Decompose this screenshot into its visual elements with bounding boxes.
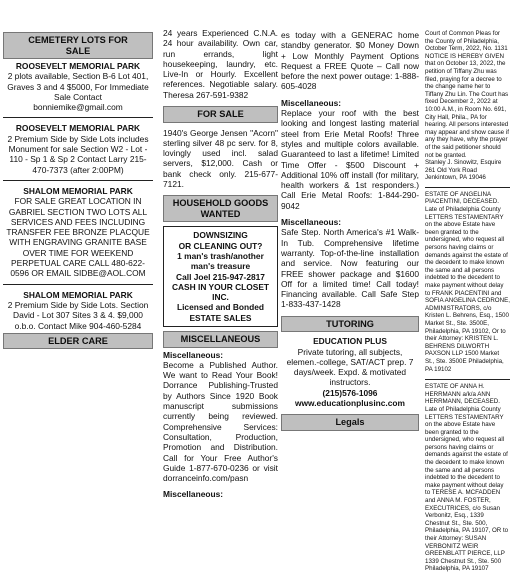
attorney-signature <box>425 159 510 182</box>
ad-title: EDUCATION PLUS <box>313 336 387 347</box>
classified-ad <box>3 290 153 331</box>
for-sale-ad: 1940's George Jensen "Acorn" sterling silver 48 pc serv. for 8, lovingly used incl. salad servers, $12,000. Cash or bank check only. 215-677-7121. <box>163 127 278 190</box>
box-line: Licensed and Bonded ESTATE SALES <box>176 302 265 323</box>
ad-email: bonniemike@gmail.com <box>33 102 123 113</box>
ad-title: ROOSEVELT MEMORIAL PARK <box>15 61 141 71</box>
ad-body: 2 Premium Side by Side Lots. Section David - Lot 307 Sites 3 & 4. $9,000 o.b.o. Contact Mike 904-460-5284 <box>7 299 149 331</box>
section-header-cemetery-lots <box>3 32 153 59</box>
ad-title: ROOSEVELT MEMORIAL PARK <box>15 123 141 134</box>
divider <box>3 180 153 181</box>
section-header-line: WANTED <box>200 208 241 219</box>
ad-body: Private tutoring, all subjects, elemen.-college, SAT/ACT prep. 7 days/week. Expd. & motivated instructors. <box>286 346 414 388</box>
ad-title: SHALOM MEMORIAL PARK <box>23 185 133 196</box>
legal-notice-estate-piacentini: ESTATE OF ANGELINA PIACENTINI, DECEASED. Late of Philadelphia County LETTERS TESTAMENTARY on the above Estate have been granted to the undersigned, who request all persons having claims or demands against the estate of the decedent to make known the same and all persons indebted to the decedent to make payment without delay to FRANK PIACENTINI and SOFIA ANGELINA CEDRONE, ADMINISTRATORS, c/o Kristen L. Behrens, Esq., 1500 Market St., Ste. 3500E, Philadelphia, PA 19102, Or to their Attorney: KRISTEN L. BEHRENS DILWORTH PAXSON LLP 1500 Market St., Ste. 3500E Philadelphia, PA 19102 <box>425 190 510 373</box>
column-legal-notices <box>425 30 510 579</box>
divider <box>3 117 153 118</box>
ad-phone: (215)576-1096 <box>322 387 378 398</box>
misc-subhead: Miscellaneous: <box>281 97 342 108</box>
box-line: DOWNSIZING <box>193 230 248 241</box>
section-header-line: CEMETERY LOTS FOR <box>28 35 128 45</box>
section-header-tutoring <box>281 316 419 333</box>
divider <box>3 284 153 285</box>
section-header-line: MISCELLANEOUS <box>180 334 261 345</box>
ad-website: www.educationplusinc.com <box>295 398 405 408</box>
divider <box>425 187 510 188</box>
misc-subhead: Miscellaneous: <box>163 489 224 500</box>
section-header-miscellaneous <box>163 331 278 348</box>
column-misc-tutoring <box>281 30 419 433</box>
section-header-line: FOR SALE <box>197 109 244 120</box>
section-header-line: Legals <box>335 417 365 428</box>
ad-title: SHALOM MEMORIAL PARK <box>23 289 133 300</box>
box-line: 1 man's trash/another man's treasure <box>177 250 264 272</box>
signature-line: 261 Old York Road <box>425 166 477 174</box>
classified-ad <box>3 61 153 112</box>
elder-care-ad: 24 years Experienced C.N.A. 24 hour availability. Own car, run errands, light housekeeping, laundry, etc. Live-In or Hourly. Excellent references. Negotiable salary. Theresa 267-591-9382 <box>163 28 278 100</box>
misc-subhead: Miscellaneous: <box>163 349 224 360</box>
box-line: Call Joel 215-947-2817 <box>176 271 265 282</box>
column-household <box>163 28 278 500</box>
section-header-household-goods <box>163 195 278 222</box>
ad-body: 2 Premium Side by Side Lots includes Monument for sale Section W2 - Lot - 110 - Sp 1 & Sp 2 Contact Larry 215-470-7373 (after 2:00PM) <box>7 133 149 175</box>
classified-ad <box>3 123 153 174</box>
section-header-line: ELDER CARE <box>48 335 108 346</box>
column-cemetery <box>3 30 153 351</box>
legal-notice-estate-herrmann: ESTATE OF ANNA H. HERRMANN a/k/a ANN HERRMANN, DECEASED. Late of Philadelphia County LETTERS TESTAMENTARY on the above Estate have been granted to the undersigned, who request all persons having claims or demands against the estate of the decedent to make known the same and all persons indebted to the decedent to make payment without delay to TERESE A. MCFADDEN and ANNA M. FOSTER, EXECUTRICES, c/o Susan Verbonitz, Esq., 1339 Chestnut St., Ste. 500, Philadelphia, PA 19107, OR to their Attorney: SUSAN VERBONITZ WEIR GREENBLATT PIERCE, LLP 1339 Chestnut St., Ste. 500 Philadelphia, PA 19107 <box>425 383 509 573</box>
signature-line: Jenkintown, PA 19046 <box>425 174 486 182</box>
legal-notice-name-change: Court of Common Pleas for the County of Philadelphia, October Term, 2022, No. 1131 NOTICE IS HEREBY GIVEN that on October 13, 2022, the petition of Tiffany Zhu was filed, praying for a decree to the change name her to Tiffany Zhu Lin. The Court has fixed December 2, 2022 at 10:00 A.M., in Room No. 691, City Hall, Phila., PA for hearing. All persons interested may appear and show cause if any they have, why the prayer of the said petitioner should not be granted. <box>425 30 509 159</box>
classified-ad <box>3 186 153 279</box>
section-header-for-sale <box>163 106 278 123</box>
box-line: OR CLEANING OUT? <box>178 240 263 251</box>
section-header-line: HOUSEHOLD GOODS <box>172 198 269 209</box>
divider <box>425 379 510 380</box>
roof-ad: Replace your roof with the best looking and longest lasting material steel from Erie Metal Roofs! Three styles and multiple colors available. Guaranteed to last a lifetime! Limited Time Offer - $500 Discount + Additional 10% off install (for military, health workers & 1st responders.) Call Erie Metal Roofs: 1-844-290-9042 <box>281 108 419 211</box>
section-header-line: TUTORING <box>326 318 374 329</box>
box-line: CASH IN YOUR CLOSET INC. <box>171 281 270 303</box>
signature-line: Stanley J. Sinowitz, Esquire <box>425 159 502 167</box>
walk-in-tub-ad: Safe Step. North America's #1 Walk-In Tub. Comprehensive lifetime warranty. Top-of-the-line installation and service. Now featuring our FREE shower package and $1600 Off for a limited time! Call today! Financing available. Call Safe Step 1-833-437-1428 <box>281 227 419 310</box>
education-plus-ad <box>281 336 419 408</box>
estate-sales-ad-box <box>163 226 278 327</box>
section-header-elder-care <box>3 333 153 350</box>
misc-subhead: Miscellaneous: <box>281 217 342 228</box>
ad-body: FOR SALE GREAT LOCATION IN GABRIEL SECTION TWO LOTS ALL SERVICES AND FEES INCLUDING TRANSFER FEE BRONZE PLACQUE WITH ENGRAVING GRANITE BASE OVER TIME FOR WEEKEND PERPETUAL CARE CALL 480-622-0596 OR EMAIL SIDBE@AOL.COM <box>6 196 150 279</box>
generator-ad: es today with a GENERAC home standby generator. $0 Money Down + Low Monthly Payment Options Request a FREE Quote – Call now before the next power outage: 1-888-605-4028 <box>281 30 419 92</box>
ad-body: 2 plots available, Section B-6 Lot 401, Graves 3 and 4 $5000, For Immediate Sale Contact <box>7 71 149 102</box>
misc-ad: Become a Published Author. We want to Read Your Book! Dorrance Publishing-Trusted by Authors Since 1920 Book manuscript submissions currently being reviewed. Comprehensive Services: Consultation, Production, Promotion and Distribution. Call for Your Free Author's Guide 1-877-670-0236 or visit dorranceinfo.com/pasn <box>163 359 278 484</box>
section-header-legals <box>281 414 419 431</box>
section-header-line: SALE <box>65 45 91 56</box>
